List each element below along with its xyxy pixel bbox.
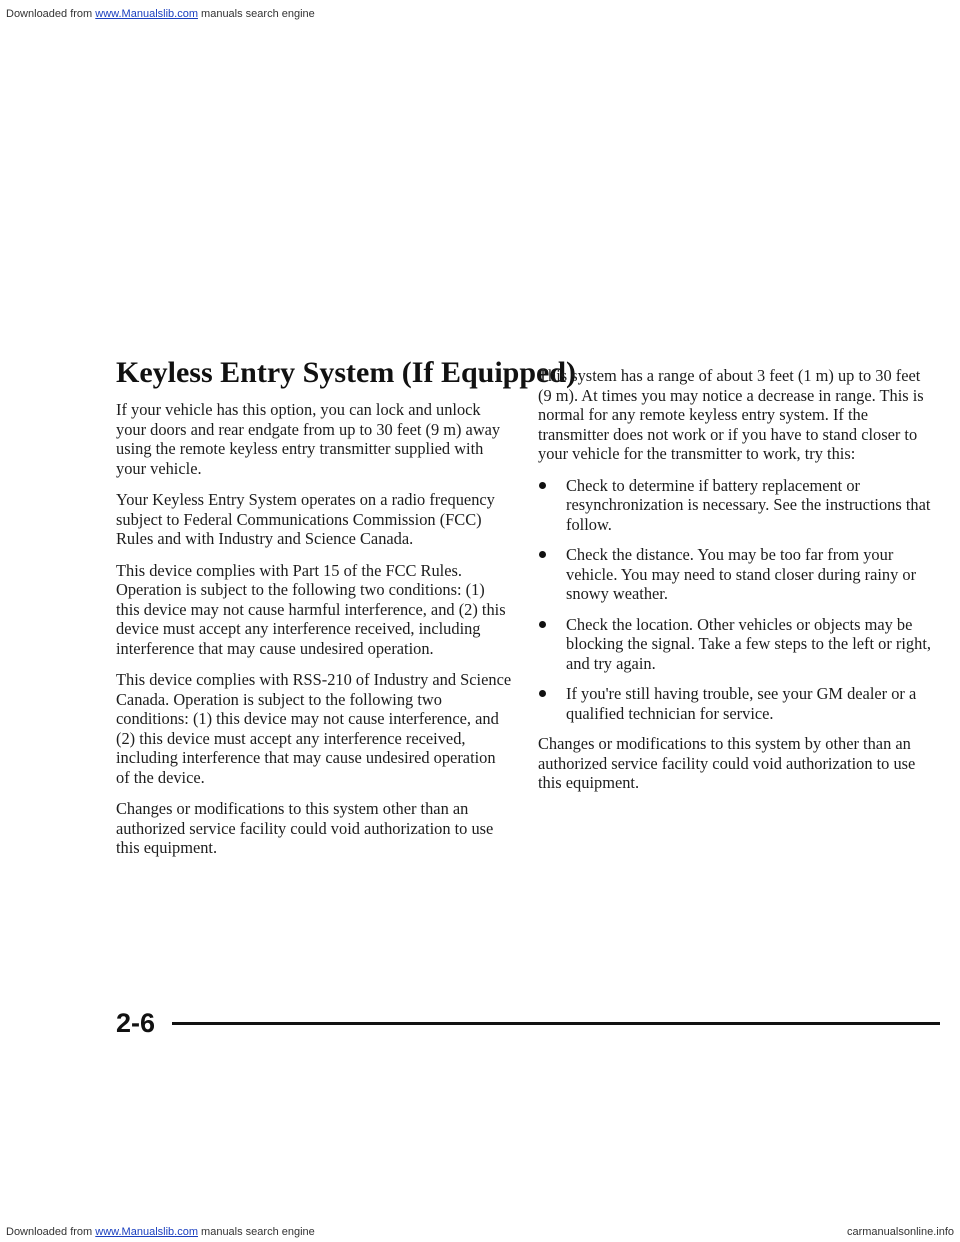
list-item xyxy=(538,615,938,674)
paragraph-radio-frequency: Your Keyless Entry System operates on a radio frequency subject to Federal Communications Commission (FCC) Rules and with Industry and Science Canada. xyxy=(116,490,495,548)
watermark-suffix: manuals search engine xyxy=(197,8,315,20)
paragraph-modifications-warning: Changes or modifications to this system other than an authorized service facility could void authorization to use this equipment. xyxy=(116,799,494,857)
bullet-icon xyxy=(539,482,546,489)
paragraph-option-intro: If your vehicle has this option, you can lock and unlock your doors and rear endgate from up to 30 feet (9 m) away using the remote keyless entry transmitter supplied with your vehicle. xyxy=(116,400,501,478)
watermark-suffix: manuals search engine xyxy=(197,1226,315,1238)
bullet-icon xyxy=(539,621,546,628)
download-watermark-footer xyxy=(6,1226,315,1238)
paragraph-fcc-compliance: This device complies with Part 15 of the FCC Rules. Operation is subject to the following two conditions: (1) this device may not cause harmful interference, and (2) this device must accept any interference received, including interference that may cause undesired operation. xyxy=(116,560,506,658)
list-item-text: If you're still having trouble, see your GM dealer or a qualified technician for service. xyxy=(566,684,917,723)
list-item-text: Check to determine if battery replacement or resynchronization is necessary. See the instructions that follow. xyxy=(566,475,931,534)
paragraph-rss-compliance: This device complies with RSS-210 of Industry and Science Canada. Operation is subject to the following two conditions: (1) this device may not cause interference, and (2) this device must accept any interference received, including interference that may cause undesired operation of the device. xyxy=(116,670,512,787)
left-column xyxy=(116,356,577,870)
paragraph-modifications-closing: Changes or modifications to this system by other than an authorized service facility could void authorization to use this equipment. xyxy=(538,734,916,792)
carmanuals-watermark: carmanualsonline.info xyxy=(846,1226,954,1238)
bullet-icon xyxy=(539,551,546,558)
list-item xyxy=(538,545,938,604)
manualslib-link[interactable]: www.Manualslib.com xyxy=(95,8,198,20)
watermark-prefix: Downloaded from xyxy=(6,8,96,20)
troubleshooting-list xyxy=(538,476,938,724)
right-column xyxy=(538,366,938,805)
list-item xyxy=(538,684,938,723)
list-item-text: Check the location. Other vehicles or objects may be blocking the signal. Take a few steps to the left or right, and try again. xyxy=(566,614,931,673)
download-watermark-header xyxy=(6,8,315,20)
page-number: 2-6 xyxy=(116,1008,156,1038)
bullet-icon xyxy=(539,690,546,697)
section-heading: Keyless Entry System (If Equipped) xyxy=(116,356,577,389)
footer-rule-divider xyxy=(172,1022,940,1025)
list-item xyxy=(538,476,938,535)
watermark-prefix: Downloaded from xyxy=(6,1226,96,1238)
manualslib-link[interactable]: www.Manualslib.com xyxy=(95,1226,198,1238)
list-item-text: Check the distance. You may be too far from your vehicle. You may need to stand closer during rainy or snowy weather. xyxy=(566,545,917,603)
paragraph-range-intro: This system has a range of about 3 feet (1 m) up to 30 feet (9 m). At times you may notice a decrease in range. This is normal for any remote keyless entry system. If the transmitter does not work or if you have to stand closer to your vehicle for the transmitter to work, try this: xyxy=(538,366,924,463)
